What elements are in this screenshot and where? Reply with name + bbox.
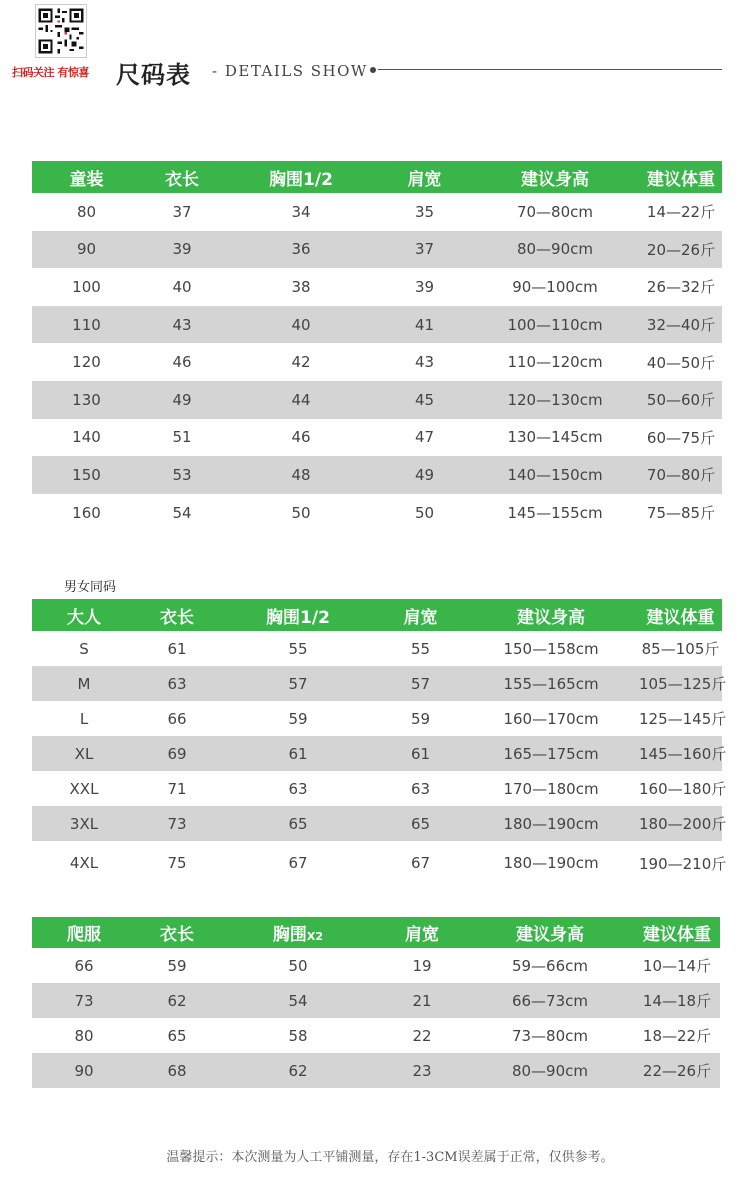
table-cell: 150—158cm (503, 639, 599, 658)
table-cell: M (32, 666, 136, 701)
table-cell: 75—85斤 (646, 504, 716, 523)
table-cell: 3XL (32, 806, 136, 841)
table-row (32, 193, 722, 231)
table-cell: 42 (291, 353, 311, 372)
table-cell: 140 (72, 428, 101, 447)
table-cell: 150 (32, 456, 141, 494)
table-cell: S (79, 639, 89, 658)
table-cell: 65 (167, 1026, 187, 1045)
header-cell: 爬服 (32, 917, 136, 948)
table-cell: 19 (412, 956, 432, 975)
table-cell: 40 (172, 277, 192, 296)
header-cell (218, 917, 378, 948)
table-cell: 65 (218, 806, 378, 841)
table-cell: 63 (410, 779, 431, 798)
table-cell: 49 (379, 456, 470, 494)
table-cell: 130 (32, 381, 141, 419)
table-cell: 54 (172, 503, 192, 522)
table-cell: 35 (414, 202, 435, 221)
table-cell: 22—26斤 (634, 1053, 720, 1088)
table-cell: 63 (136, 666, 218, 701)
table-cell: 71 (167, 779, 187, 798)
table-cell: 67 (410, 854, 431, 872)
header-cell: 胸围1/2 (223, 161, 379, 193)
table-cell: 165—175cm (463, 736, 639, 771)
table-cell: 160—170cm (503, 709, 599, 728)
table-header-row (32, 161, 722, 193)
table-cell: 100—110cm (470, 306, 640, 344)
qr-code (35, 4, 87, 58)
table-row (32, 631, 722, 666)
table-row (32, 1053, 720, 1088)
header-cell: 建议身高 (470, 161, 640, 193)
table-cell: 61 (167, 639, 187, 658)
table-cell: 80—90cm (470, 231, 640, 269)
table-cell: 55 (410, 639, 431, 658)
header-cell-suffix: X2 (306, 930, 324, 943)
table-cell: 14—22斤 (646, 203, 716, 222)
table-cell: 51 (172, 428, 192, 447)
table-cell: 59 (288, 709, 308, 728)
table-row (32, 494, 722, 532)
table-cell: 38 (291, 277, 311, 296)
table-cell: 73 (136, 806, 218, 841)
table-row (32, 806, 722, 841)
header-cell: 肩宽 (378, 917, 466, 948)
table-cell: 20—26斤 (640, 231, 722, 269)
table-cell: 54 (218, 983, 378, 1018)
table-cell: 100 (72, 277, 101, 296)
table-cell: 55 (288, 639, 308, 658)
table-cell: 59 (410, 709, 431, 728)
table-cell: 105—125斤 (639, 666, 722, 701)
table-row (32, 381, 722, 419)
table-cell: 69 (136, 736, 218, 771)
unisex-note: 男女同码 (64, 580, 117, 595)
table-cell: 70—80cm (516, 202, 594, 221)
table-cell: 155—165cm (463, 666, 639, 701)
table-header-row (32, 599, 722, 631)
table-cell: 70—80斤 (640, 456, 722, 494)
table-cell: 90—100cm (512, 277, 598, 296)
header-cell: 建议体重 (634, 917, 720, 948)
table-header-row (32, 917, 720, 948)
table-cell: 180—190cm (463, 806, 639, 841)
table-cell: 130—145cm (507, 428, 603, 447)
table-row (32, 701, 722, 736)
table-cell: 32—40斤 (640, 306, 722, 344)
header-cell: 衣长 (136, 917, 218, 948)
table-cell: 22 (412, 1026, 432, 1045)
kids-size-table (32, 161, 722, 531)
page-title: 尺码表 (116, 61, 191, 89)
table-cell: 58 (288, 1026, 308, 1045)
table-cell: 43 (414, 353, 435, 372)
table-row (32, 268, 722, 306)
table-cell: 61 (218, 736, 378, 771)
table-cell: XXL (69, 779, 99, 798)
table-row (32, 736, 722, 771)
table-cell: 46 (291, 428, 311, 447)
table-cell: 14—18斤 (634, 983, 720, 1018)
table-cell: 85—105斤 (641, 640, 720, 658)
header-cell: 童装 (32, 161, 141, 193)
table-cell: 120—130cm (470, 381, 640, 419)
table-cell: 34 (291, 202, 311, 221)
table-cell: 40—50斤 (646, 353, 716, 372)
table-cell: 50 (414, 503, 435, 522)
table-cell: 73—80cm (511, 1026, 589, 1045)
table-cell: 180—190cm (503, 854, 599, 872)
table-cell: L (79, 709, 89, 728)
table-cell: 59—66cm (511, 956, 589, 975)
table-cell: 66—73cm (466, 983, 634, 1018)
table-cell: 110 (32, 306, 141, 344)
table-cell: 66 (167, 709, 187, 728)
header-cell: 衣长 (141, 161, 223, 193)
table-cell: 160 (72, 503, 101, 522)
table-cell: 26—32斤 (646, 278, 716, 297)
divider-line (378, 69, 722, 70)
table-cell: 53 (141, 456, 223, 494)
table-cell: 145—155cm (507, 503, 603, 522)
table-cell: 67 (288, 854, 308, 872)
table-cell: 57 (378, 666, 463, 701)
table-cell: 120 (72, 353, 101, 372)
table-cell: 59 (167, 956, 187, 975)
table-cell: 49 (141, 381, 223, 419)
table-cell: 110—120cm (507, 353, 603, 372)
table-cell: 75 (167, 854, 187, 872)
table-row (32, 306, 722, 344)
header-cell: 建议体重 (640, 161, 722, 193)
table-cell: 50 (291, 503, 311, 522)
table-cell: 160—180斤 (639, 780, 727, 798)
table-cell: 40 (223, 306, 379, 344)
table-cell: 39 (414, 277, 435, 296)
table-row (32, 841, 722, 885)
header-cell: 建议身高 (463, 599, 639, 631)
table-cell: 125—145斤 (639, 710, 727, 728)
header-cell: 肩宽 (378, 599, 463, 631)
table-row (32, 343, 722, 381)
table-cell: 36 (223, 231, 379, 269)
adult-size-table (32, 599, 727, 885)
table-cell: 10—14斤 (642, 957, 712, 975)
table-cell: 43 (141, 306, 223, 344)
table-cell: 37 (379, 231, 470, 269)
table-cell: 4XL (69, 854, 99, 872)
table-cell: 190—210斤 (639, 854, 727, 873)
table-cell: 50 (288, 956, 308, 975)
table-row (32, 666, 722, 701)
table-cell: 80 (76, 202, 97, 221)
table-cell: 60—75斤 (646, 428, 716, 447)
table-cell: 57 (218, 666, 378, 701)
table-cell: 39 (141, 231, 223, 269)
table-cell: 23 (378, 1053, 466, 1088)
table-row (32, 771, 722, 806)
header-cell: 肩宽 (379, 161, 470, 193)
divider-dot (370, 67, 376, 73)
table-cell: 140—150cm (470, 456, 640, 494)
table-cell: 90 (32, 1053, 136, 1088)
table-cell: 90 (32, 231, 141, 269)
table-cell: 18—22斤 (642, 1027, 712, 1045)
table-row (32, 231, 722, 269)
table-cell: 73 (32, 983, 136, 1018)
table-cell: 48 (223, 456, 379, 494)
romper-size-table (32, 917, 720, 1088)
header-cell: 大人 (32, 599, 136, 631)
table-cell: 80—90cm (466, 1053, 634, 1088)
table-cell: 61 (378, 736, 463, 771)
table-cell: 63 (288, 779, 308, 798)
table-cell: 41 (379, 306, 470, 344)
table-cell: 68 (136, 1053, 218, 1088)
table-cell: 50—60斤 (640, 381, 722, 419)
table-cell: 80 (74, 1026, 94, 1045)
table-cell: 65 (378, 806, 463, 841)
header-cell: 衣长 (136, 599, 218, 631)
table-cell: 46 (172, 353, 192, 372)
table-cell: 45 (379, 381, 470, 419)
table-row (32, 1018, 720, 1053)
table-cell: 21 (378, 983, 466, 1018)
table-row (32, 419, 722, 457)
table-cell: 62 (136, 983, 218, 1018)
table-cell: 62 (218, 1053, 378, 1088)
qr-caption: 扫码关注 有惊喜 (12, 66, 89, 79)
table-cell: 44 (223, 381, 379, 419)
header-cell: 建议体重 (639, 599, 722, 631)
table-row (32, 456, 722, 494)
table-cell: 47 (414, 428, 435, 447)
table-cell: XL (32, 736, 136, 771)
page-subtitle: - DETAILS SHOW (212, 62, 368, 80)
header-cell: 建议身高 (466, 917, 634, 948)
table-cell: 66 (74, 956, 94, 975)
table-cell: 170—180cm (503, 779, 599, 798)
table-cell: 180—200斤 (639, 806, 722, 841)
table-cell: 145—160斤 (639, 736, 722, 771)
table-row (32, 948, 720, 983)
header-cell-text: 胸围 (272, 925, 307, 945)
header-cell: 胸围1/2 (218, 599, 378, 631)
measurement-disclaimer: 温馨提示：本次测量为人工平铺测量，存在1-3CM误差属于正常，仅供参考。 (166, 1150, 614, 1165)
table-row (32, 983, 720, 1018)
table-cell: 37 (172, 202, 192, 221)
